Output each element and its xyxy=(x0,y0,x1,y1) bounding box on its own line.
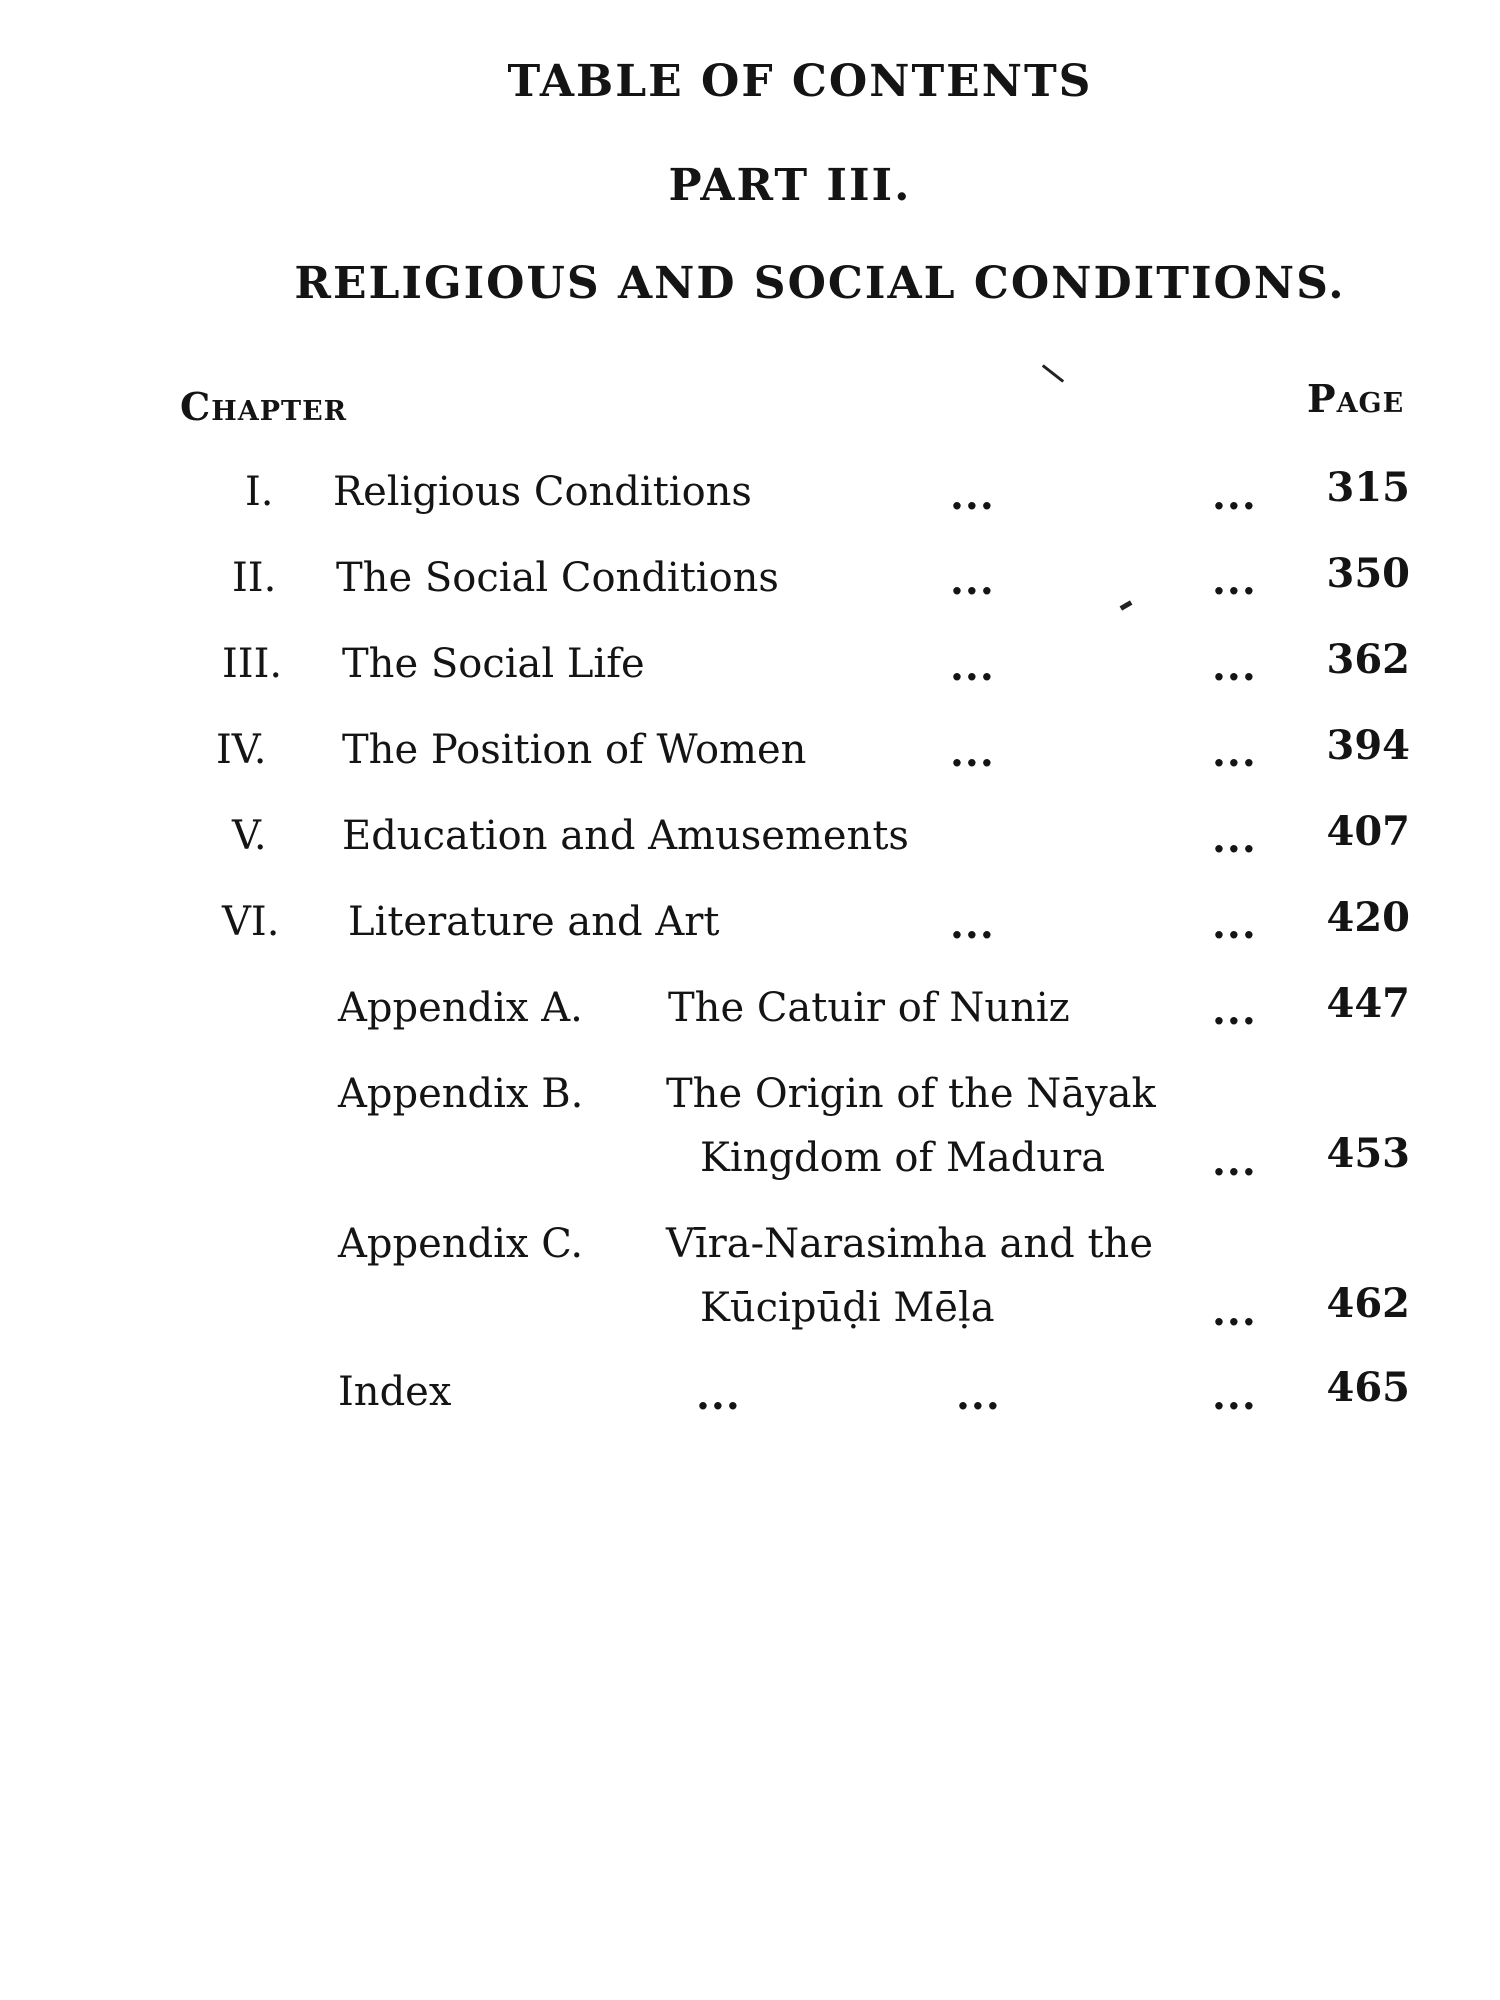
chapter-title[interactable]: Education and Amusements xyxy=(342,813,909,859)
chapter-numeral: V. xyxy=(232,813,267,859)
chapter-numeral: I. xyxy=(245,469,274,515)
page-number: 453 xyxy=(1326,1130,1410,1177)
chapter-numeral: VI. xyxy=(222,899,280,945)
appendix-title-line1[interactable]: The Origin of the Nāyak xyxy=(666,1071,1156,1117)
page-number: 420 xyxy=(1326,894,1410,941)
dot-leader: ... xyxy=(950,901,995,948)
page-column-header: Page xyxy=(1307,376,1405,421)
chapter-title[interactable]: Literature and Art xyxy=(348,899,720,945)
page-number: 407 xyxy=(1326,808,1410,855)
dot-leader: ... xyxy=(1212,987,1257,1034)
chapter-title[interactable]: Religious Conditions xyxy=(333,469,752,515)
dot-leader: ... xyxy=(950,557,995,604)
chapter-column-header: Chapter xyxy=(180,384,348,429)
chapter-title[interactable]: The Position of Women xyxy=(342,727,807,773)
chapter-numeral: II. xyxy=(232,555,277,601)
page-number: 447 xyxy=(1326,980,1410,1027)
stray-mark xyxy=(1120,600,1133,610)
dot-leader: ... xyxy=(696,1372,741,1419)
page-number: 315 xyxy=(1326,464,1410,511)
dot-leader: ... xyxy=(956,1372,1001,1419)
dot-leader: ... xyxy=(1212,472,1257,519)
dot-leader: ... xyxy=(950,643,995,690)
section-title: RELIGIOUS AND SOCIAL CONDITIONS. xyxy=(294,258,1346,309)
stray-mark xyxy=(1042,364,1064,382)
dot-leader: ... xyxy=(950,472,995,519)
dot-leader: ... xyxy=(1212,643,1257,690)
dot-leader: ... xyxy=(950,729,995,776)
appendix-label: Appendix A. xyxy=(338,985,583,1031)
dot-leader: ... xyxy=(1212,1372,1257,1419)
dot-leader: ... xyxy=(1212,1288,1257,1335)
chapter-title[interactable]: The Social Life xyxy=(342,641,645,687)
appendix-title-line2[interactable]: Kingdom of Madura xyxy=(700,1135,1106,1181)
page-title: TABLE OF CONTENTS xyxy=(507,56,1093,107)
appendix-title-line1[interactable]: Vīra-Narasimha and the xyxy=(666,1221,1153,1267)
dot-leader: ... xyxy=(1212,729,1257,776)
dot-leader: ... xyxy=(1212,1138,1257,1185)
chapter-title[interactable]: The Social Conditions xyxy=(336,555,779,601)
appendix-title-line2[interactable]: Kūcipūḍi Mēḷa xyxy=(700,1285,995,1331)
appendix-label: Appendix B. xyxy=(338,1071,584,1117)
page-number: 362 xyxy=(1326,636,1410,683)
appendix-label: Appendix C. xyxy=(338,1221,584,1267)
page-number: 350 xyxy=(1326,550,1410,597)
chapter-numeral: IV. xyxy=(216,727,267,773)
dot-leader: ... xyxy=(1212,901,1257,948)
page-number: 465 xyxy=(1326,1364,1410,1411)
dot-leader: ... xyxy=(1212,815,1257,862)
page-number: 394 xyxy=(1326,722,1410,769)
dot-leader: ... xyxy=(1212,557,1257,604)
part-title: PART III. xyxy=(668,160,912,211)
page-number: 462 xyxy=(1326,1280,1410,1327)
index-label[interactable]: Index xyxy=(338,1369,452,1415)
appendix-title[interactable]: The Catuir of Nuniz xyxy=(668,985,1070,1031)
chapter-numeral: III. xyxy=(222,641,283,687)
